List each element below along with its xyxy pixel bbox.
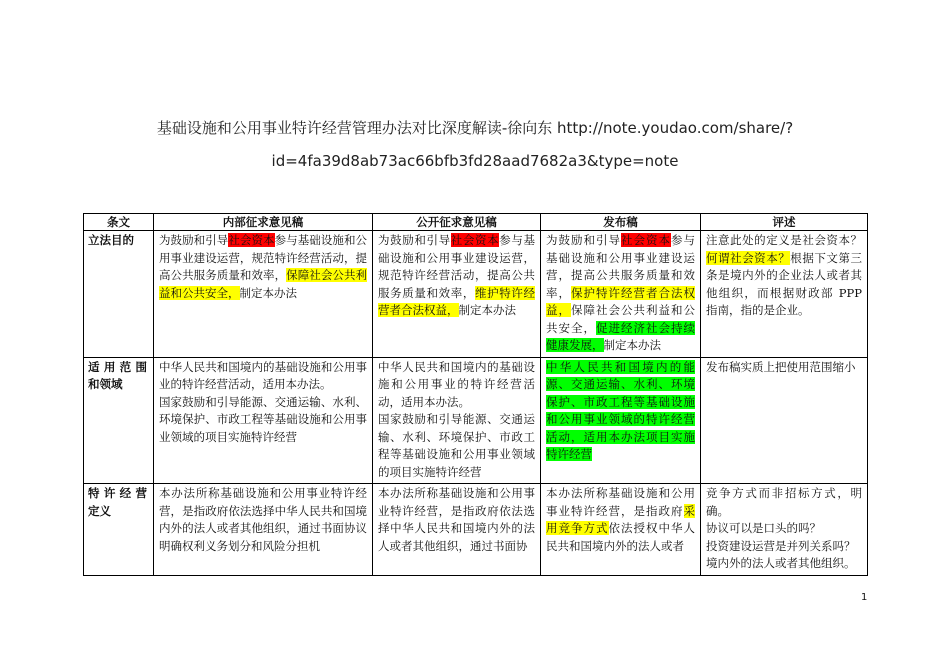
header-public-draft: 公开征求意见稿 [373,214,541,231]
highlighted-text: 何谓社会资本？ [706,250,791,265]
row-label-line: 和领域 [88,377,123,391]
cell-text: 为鼓励和引导 [159,233,229,247]
row-label [84,357,154,484]
commentary-cell [701,484,868,576]
row-label [84,484,154,576]
table-row [84,484,868,576]
header-article: 条文 [84,214,154,231]
highlighted-text: 保障社会公共利益和公共安全， [159,268,368,300]
cell-text: 为鼓励和引导 [546,233,621,247]
commentary-cell [701,231,868,358]
row-label-line: 特许经营 [88,486,147,500]
highlighted-text: 促进经济社会持续健康发展， [546,320,695,352]
internal-draft-cell [154,231,373,358]
public-draft-cell [373,484,541,576]
row-label [84,231,154,358]
highlighted-text: 社会资本 [450,233,500,247]
cell-text: 制定本办法 [603,338,661,352]
public-draft-cell [373,231,541,358]
cell-text: 保障社会公共利益和公共安全， [546,303,695,335]
cell-text: 制定本办法 [239,285,297,300]
cell-text: 中华人民共和国境内的基础设施和公用事业的特许经营活动，适用本办法。 [378,359,535,409]
document-title-line-2: id=4fa39d8ab73ac66bfb3fd28aad7682a3&type=note [271,152,679,170]
highlighted-text: 社会资本 [228,233,275,247]
cell-text: 协议可以是口头的吗？ [706,521,821,535]
cell-text: 中华人民共和国境内的基础设施和公用事业的特许经营活动，适用本办法。 [159,359,367,391]
table-row [84,231,868,358]
internal-draft-cell [154,484,373,576]
row-label-line: 定义 [88,503,111,518]
cell-text: 注意此处的定义是社会资本？ [706,233,862,247]
cell-text: 根据下文第三条是境内外的企业法人或者其他组织，而根据财政部 PPP 指南，指的是企业。 [706,250,863,317]
header-final-version: 发布稿 [541,214,701,231]
cell-text: 发布稿实质上把使用范围缩小 [706,359,856,374]
cell-text: 本办法所称基础设施和公用事业特许经营，是指政府依法选择中华人民共和国境内外的法人或者其他组织，通过书面协 [378,486,535,553]
highlighted-text: 中华人民共和国境内的能源、交通运输、水利、环境保护、市政工程等基础设施和公用事业领域的特许经营活动，适用本办法项目实施特许经营 [546,359,695,461]
final-version-cell [541,484,701,576]
row-label-line: 立法目的 [88,233,134,247]
page-number: 1 [861,592,868,603]
cell-text: 竞争方式而非招标方式，明确。 [706,486,862,518]
cell-text: 制定本办法 [458,303,516,317]
cell-text: 参与基础设施和公用事业建设运营，规范特许经营活动，提高公共服务质量和效率， [159,233,368,282]
commentary-cell [701,357,868,484]
highlighted-text: 采用竞争方式 [546,503,695,535]
cell-text: 境内外的法人或者其他组织。 [706,556,856,570]
highlighted-text: 维护特许经营者合法权益， [378,285,535,317]
cell-text: 国家鼓励和引导能源、交通运输、水利、环境保护、市政工程等基础设施和公用事业领域的项目实施特许经营 [378,412,535,479]
internal-draft-cell [154,357,373,484]
document-title-line-1: 基础设施和公用事业特许经营管理办法对比深度解读-徐向东 http://note.youdao.com/share/? [156,119,794,137]
cell-text: 参与基础设施和公用事业建设运营，规范特许经营活动，提高公共服务质量和效率， [378,233,535,300]
comparison-table [83,213,868,576]
cell-text: 依法授权中华人民共和国境内外的法人或者 [546,521,695,553]
row-label-line: 适用范围 [88,359,147,374]
cell-text: 本办法所称基础设施和公用事业特许经营，是指政府 [546,486,695,518]
public-draft-cell [373,357,541,484]
table-header-row [84,214,868,231]
header-internal-draft: 内部征求意见稿 [154,214,373,231]
highlighted-text: 社会资本 [621,233,671,247]
cell-text: 本办法所称基础设施和公用事业特许经营，是指政府依法选择中华人民共和国境内外的法人或者其他组织，通过书面协议明确权利义务划分和风险分担机 [159,486,367,553]
table-row [84,357,868,484]
cell-text: 国家鼓励和引导能源、交通运输、水利、环境保护、市政工程等基础设施和公用事业领域的项目实施特许经营 [159,394,367,444]
header-commentary: 评述 [701,214,868,231]
highlighted-text: 保护特许经营者合法权益， [546,285,695,317]
cell-text: 为鼓励和引导 [378,233,451,247]
cell-text: 投资建设运营是并列关系吗？ [706,538,856,553]
cell-text: 参与基础设施和公用事业建设运营，提高公共服务质量和效率， [546,233,695,300]
final-version-cell [541,231,701,358]
final-version-cell [541,357,701,484]
